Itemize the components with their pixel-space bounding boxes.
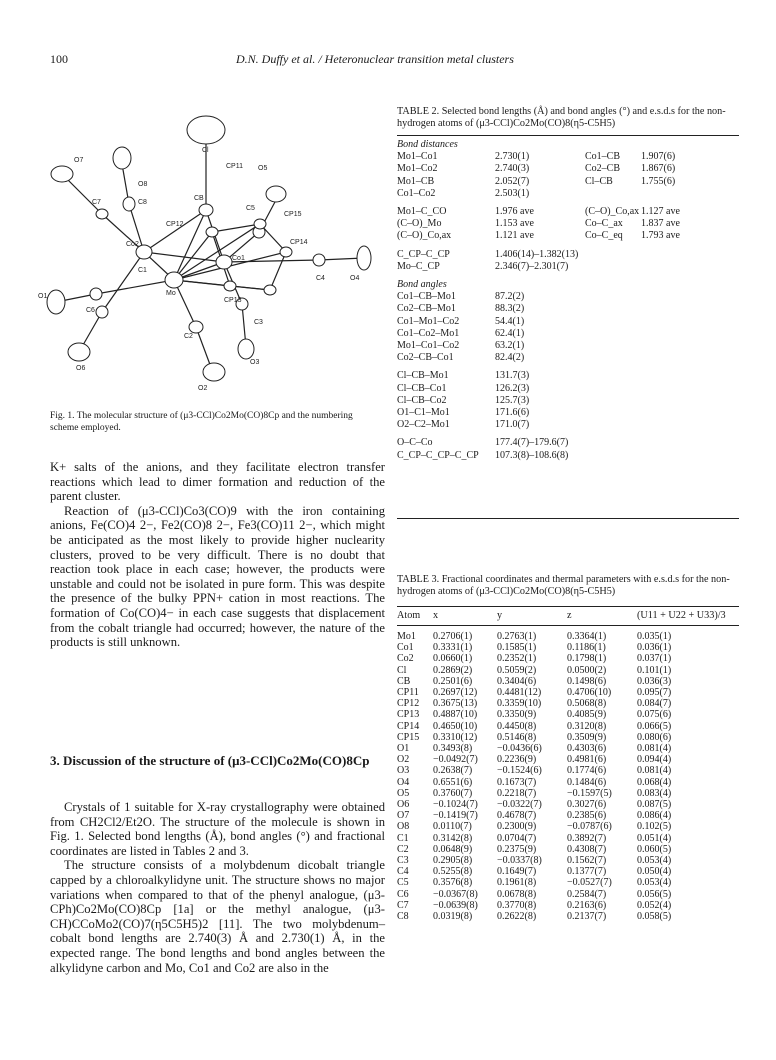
table-cell: 0.037(1) [637, 653, 672, 665]
table-cell: 0.2763(1) [497, 631, 537, 642]
table-cell: C3 [397, 855, 409, 867]
atom-label: O1 [38, 293, 48, 300]
table-cell: 0.3364(1) [567, 631, 607, 642]
table-cell: −0.1597(5) [567, 787, 612, 799]
body-paragraphs [50, 460, 385, 650]
table-cell: 63.2(1) [495, 340, 525, 352]
table-cell: Co1–CB–Mo1 [397, 291, 456, 303]
table-cell: 0.1186(1) [567, 642, 606, 654]
atom-label: C1 [138, 267, 147, 274]
paragraph: K+ salts of the anions, and they facilitate electron transfer reactions which lead to dimer formation and reduction of the parent cluster. [50, 460, 385, 504]
table-cell: 0.050(4) [637, 866, 672, 878]
table-cell: O6 [397, 799, 410, 811]
atom-label: O8 [138, 181, 148, 188]
table-cell: Co1–Mo1–Co2 [397, 315, 460, 327]
table-cell: CB [397, 675, 411, 687]
table-cell: 0.2137(7) [567, 911, 607, 923]
table-cell: (C–O)_Mo [397, 218, 442, 230]
table-cell: C2 [397, 843, 409, 855]
table-cell: Co–C_eq [585, 230, 623, 242]
table-cell: C_CP–C_CP [397, 248, 450, 260]
table-cell: O4 [397, 776, 410, 788]
table-cell: 0.051(4) [637, 832, 672, 844]
table-cell: 0.2905(8) [433, 855, 473, 867]
table-rule [397, 135, 739, 136]
atom-label: CP11 [226, 163, 243, 170]
table-rule [397, 606, 739, 607]
table-cell: C8 [397, 911, 409, 923]
table-row [397, 303, 737, 315]
table-cell: 0.4706(10) [567, 687, 612, 699]
table-cell: 0.4650(10) [433, 720, 478, 732]
table-cell: 2.346(7)–2.301(7) [495, 260, 569, 272]
table-cell: −0.0639(8) [433, 899, 478, 911]
table-row [397, 163, 737, 175]
table-cell: Co1–CB [585, 151, 621, 163]
table-cell: −0.0337(8) [497, 855, 542, 867]
table-cell: 0.095(7) [637, 687, 672, 699]
atom-label: O4 [350, 275, 360, 282]
table-cell: Mo1–Co1–Co2 [397, 340, 460, 352]
table-cell: 0.083(4) [637, 787, 672, 799]
table-row [397, 230, 737, 242]
table-cell: Mo–C_CP [397, 260, 440, 272]
table-cell: 0.2375(9) [497, 843, 537, 855]
table-cell: Co–C_ax [585, 218, 623, 230]
table-row [397, 799, 739, 810]
table2 [397, 139, 737, 462]
table-cell: CP11 [397, 687, 419, 699]
table-cell: 1.837 ave [641, 218, 680, 230]
table-cell: 0.2706(1) [433, 631, 473, 642]
table-cell: Cl–CB [585, 175, 613, 187]
table-cell: 62.4(1) [495, 327, 525, 339]
table-row [397, 206, 737, 218]
table-row [397, 855, 739, 866]
atom-label: C8 [138, 199, 147, 206]
table-row [397, 866, 739, 877]
table-row [397, 754, 739, 765]
table-cell: 0.035(1) [637, 631, 672, 642]
table-cell: 0.068(4) [637, 776, 672, 788]
table-row [397, 176, 737, 188]
table-cell: 0.1498(6) [567, 675, 607, 687]
table-cell: C1 [397, 832, 409, 844]
table-cell: −0.0787(6) [567, 821, 612, 833]
table-cell: 0.101(1) [637, 664, 672, 676]
table-cell: 0.080(6) [637, 731, 672, 743]
column-header: y [497, 610, 503, 621]
table-row [397, 340, 737, 352]
table-row [397, 450, 737, 462]
table-row [397, 765, 739, 776]
page-number: 100 [50, 52, 68, 66]
molecular-structure-figure [34, 112, 389, 402]
table-row [397, 151, 737, 163]
table-cell: Cl–CB–Co2 [397, 394, 447, 406]
table-cell: 0.2300(9) [497, 821, 537, 833]
table-cell: CP12 [397, 698, 420, 710]
table-cell: 177.4(7)–179.6(7) [495, 437, 569, 449]
atom-label: O5 [258, 165, 268, 172]
table-cell: Co2 [397, 653, 414, 665]
table-cell: 1.793 ave [641, 230, 680, 242]
table-cell: 125.7(3) [495, 394, 530, 406]
table-row [397, 900, 739, 911]
table-cell: 0.3760(7) [433, 787, 473, 799]
table-row [397, 698, 739, 709]
atom-label: O7 [74, 157, 84, 164]
atom-label: O6 [76, 365, 86, 372]
table-cell: −0.1524(6) [497, 765, 542, 777]
table3-header [397, 610, 739, 621]
table-cell: 107.3(8)–108.6(8) [495, 449, 569, 461]
table-cell: 0.0678(8) [497, 888, 537, 900]
table-cell: 0.4308(7) [567, 843, 607, 855]
table-cell: 0.2638(7) [433, 765, 473, 777]
table-row [397, 631, 739, 642]
table-cell: −0.0492(7) [433, 754, 478, 766]
table-cell: Cl [397, 664, 407, 676]
atom-label: C6 [86, 307, 95, 314]
table-cell: 0.094(4) [637, 754, 672, 766]
table-cell: 0.4481(12) [497, 687, 542, 699]
table-cell: 0.1377(7) [567, 866, 607, 878]
table-cell: 0.4678(7) [497, 810, 537, 822]
table-cell: 171.6(6) [495, 407, 530, 419]
table-cell: Co2–CB–Mo1 [397, 303, 456, 315]
table-cell: O–C–Co [397, 437, 433, 449]
table-cell: O7 [397, 810, 410, 822]
table-cell: 0.4981(6) [567, 754, 607, 766]
table-cell: 0.3359(10) [497, 698, 542, 710]
table-row [397, 419, 737, 431]
column-header: x [433, 610, 439, 621]
table-cell: O1 [397, 743, 410, 755]
table-cell: 0.3350(9) [497, 709, 537, 721]
table-row [397, 407, 737, 419]
table-cell: 54.4(1) [495, 315, 525, 327]
atom-label: Co1 [232, 255, 245, 262]
table-cell: 0.102(5) [637, 821, 672, 833]
table-cell: 0.2352(1) [497, 653, 537, 665]
table-cell: 0.0500(2) [567, 664, 607, 676]
table-cell: 0.3142(8) [433, 832, 473, 844]
table-cell: −0.0527(7) [567, 877, 612, 889]
table-cell: 1.867(6) [641, 163, 676, 175]
table-cell: Co1 [397, 642, 414, 654]
table-cell: 0.060(5) [637, 843, 672, 855]
table-cell: −0.0367(8) [433, 888, 478, 900]
table-row [397, 721, 739, 732]
table-cell: 0.3404(6) [497, 675, 537, 687]
table-cell: 0.1774(6) [567, 765, 607, 777]
table-cell: 0.0110(7) [433, 821, 472, 833]
table-cell: 0.2385(6) [567, 810, 607, 822]
table-row [397, 743, 739, 754]
atom-label: C4 [316, 275, 325, 282]
table-cell: 82.4(2) [495, 352, 525, 364]
table-section-title: Bond angles [397, 279, 447, 291]
table-cell: 0.0319(8) [433, 911, 473, 923]
table-cell: O2 [397, 754, 410, 766]
atom-label: C3 [254, 319, 263, 326]
column-header: (U11 + U22 + U33)/3 [637, 610, 726, 621]
atom-label: C7 [92, 199, 101, 206]
table-cell: 0.3576(8) [433, 877, 473, 889]
table-cell: 0.087(5) [637, 799, 672, 811]
table-row [397, 653, 739, 664]
table-row [397, 911, 739, 922]
table-cell [641, 188, 711, 200]
table-cell: C_CP–C_CP–C_CP [397, 449, 479, 461]
table-cell: O3 [397, 765, 410, 777]
table-row [397, 642, 739, 653]
table-row [397, 844, 739, 855]
running-title: D.N. Duffy et al. / Heteronuclear transition metal clusters [236, 52, 514, 66]
table-cell: 0.2622(8) [497, 911, 537, 923]
table-row [397, 395, 737, 407]
table-cell: 0.053(4) [637, 855, 672, 867]
table-cell: 0.052(4) [637, 899, 672, 911]
atom-label: CB [194, 195, 204, 202]
table-row [397, 777, 739, 788]
table-row [397, 437, 737, 449]
table-cell: 0.2501(6) [433, 675, 473, 687]
table-cell: C6 [397, 888, 409, 900]
table3-caption: TABLE 3. Fractional coordinates and thermal parameters with e.s.d.s for the non-hydrogen atoms of (μ3-CCl)Co2Mo(CO)8(η5-C5H5) [397, 574, 730, 598]
table-cell: 2.730(1) [495, 151, 530, 163]
table-cell: O1–C1–Mo1 [397, 407, 450, 419]
table-cell: Co2–CB [585, 163, 621, 175]
table-cell: 0.2584(7) [567, 888, 607, 900]
table-cell: 0.3331(1) [433, 642, 473, 654]
table-cell: 2.052(7) [495, 175, 530, 187]
atom-label: CP14 [290, 239, 308, 246]
table-cell: 0.3310(12) [433, 731, 478, 743]
table-cell: 0.2869(2) [433, 664, 473, 676]
body-paragraphs-2 [50, 800, 385, 975]
table-cell: Co2–CB–Co1 [397, 352, 454, 364]
table-cell: 0.086(4) [637, 810, 672, 822]
table-cell: 0.3892(7) [567, 832, 607, 844]
table-row [397, 218, 737, 230]
table-cell: 0.036(3) [637, 675, 672, 687]
table-cell: Mo1–Co1 [397, 151, 438, 163]
table-cell: 0.081(4) [637, 743, 672, 755]
column-header: Atom [397, 610, 421, 621]
table-cell: 1.907(6) [641, 151, 676, 163]
table-cell: 0.1961(8) [497, 877, 537, 889]
atom-label: O2 [198, 385, 208, 392]
table-cell: O2–C2–Mo1 [397, 419, 450, 431]
table-row [397, 810, 739, 821]
table-cell: 0.056(5) [637, 888, 672, 900]
table-cell: 0.2163(6) [567, 899, 607, 911]
table-row [397, 788, 739, 799]
table-cell: 87.2(2) [495, 291, 525, 303]
table-cell: 0.5059(2) [497, 664, 537, 676]
table-cell: 1.406(14)–1.382(13) [495, 248, 579, 260]
table-cell: 1.153 ave [495, 218, 534, 230]
atom-label: CP12 [166, 221, 184, 228]
table-cell: Cl–CB–Mo1 [397, 370, 449, 382]
figure-caption: Fig. 1. The molecular structure of (μ3-CCl)Co2Mo(CO)8Cp and the numbering scheme employed. [50, 411, 353, 433]
table-cell: Mo1–CB [397, 175, 435, 187]
paragraph: Crystals of 1 suitable for X-ray crystallography were obtained from CH2Cl2/Et2O. The structure of the molecule is shown in Fig. 1. Selected bond lengths (Å), bond angles (°) and fractional coordinates are listed in Tables 2 and 3. [50, 800, 385, 858]
table-cell: 0.1649(7) [497, 866, 537, 878]
table-row [397, 889, 739, 900]
table-row [397, 291, 737, 303]
table-cell: 0.058(5) [637, 911, 672, 923]
table-cell: O5 [397, 787, 410, 799]
table-cell: CP14 [397, 720, 420, 732]
table-cell: 0.3493(8) [433, 743, 473, 755]
table-cell: 0.1585(1) [497, 642, 537, 654]
table-cell: 0.0660(1) [433, 653, 473, 665]
table-cell: Co1–Co2 [397, 187, 436, 199]
table-cell: (C–O)_Co,ax [585, 206, 640, 218]
table-row [397, 687, 739, 698]
table-rule [397, 518, 739, 519]
table-cell: 0.066(5) [637, 720, 672, 732]
table-cell: 0.0648(9) [433, 843, 473, 855]
table-cell: 0.4887(10) [433, 709, 478, 721]
table-cell: 0.3027(6) [567, 799, 607, 811]
table-cell: 171.0(7) [495, 419, 530, 431]
table-cell: Mo1–C_CO [397, 206, 447, 218]
table-cell: 0.5068(8) [567, 698, 607, 710]
table-cell: 0.3675(13) [433, 698, 478, 710]
table-cell: 0.1484(6) [567, 776, 607, 788]
table-cell: Mo1–Co2 [397, 163, 438, 175]
table-cell: 0.053(4) [637, 877, 672, 889]
table-row [397, 821, 739, 832]
table-row [397, 833, 739, 844]
table-row [397, 261, 737, 273]
table-cell: 0.2218(7) [497, 787, 537, 799]
table-cell: 0.0704(7) [497, 832, 537, 844]
table-cell [585, 188, 641, 200]
paragraph: Reaction of (μ3-CCl)Co3(CO)9 with the iron containing anions, Fe(CO)4 2−, Fe2(CO)8 2−, Fe3(CO)11 2−, which might be anticipated as the most likely to provide higher nuclearity clusters, proved to be very difficult. There is no doubt that reaction took place in each case; however, the products were unstable and could not be isolated in pure form. This was despite the presence of the bulky PPN+ cation in most reactions. The formation of Co(CO)4− in each case suggests that displacement from the cobalt triangle had occurred; however, the nature of the products is still unknown. [50, 503, 385, 650]
table-cell: 0.4303(6) [567, 743, 607, 755]
table-cell: 0.036(1) [637, 642, 672, 654]
table-cell: 0.6551(6) [433, 776, 473, 788]
table-row [397, 665, 739, 676]
table-rule [397, 625, 739, 626]
table-cell: −0.0322(7) [497, 799, 542, 811]
section-heading: 3. Discussion of the structure of (μ3-CCl)Co2Mo(CO)8Cp [50, 753, 370, 768]
atom-label: CP15 [284, 211, 302, 218]
table-row [397, 709, 739, 720]
table-cell: 131.7(3) [495, 370, 530, 382]
table-cell: C4 [397, 866, 409, 878]
table-cell: CP15 [397, 731, 420, 743]
table-cell: 0.5255(8) [433, 866, 473, 878]
table-cell: 0.1798(1) [567, 653, 607, 665]
table-cell: (C–O)_Co,ax [397, 230, 452, 242]
atom-label: Cl [202, 147, 209, 154]
paragraph: The structure consists of a molybdenum dicobalt triangle capped by a chloroalkylidyne unit. The structure shows no major variations when compared to that of the phenyl analogue, (μ3-CPh)Co2Mo(CO)8Cp [1a] or the methyl analogue, (μ3-CH)CCoMo2(CO)7(η5C5H5)2 [11]. The two molybdenum–cobalt bond lengths are 2.740(3) Å and 2.730(1) Å, in the expected range. The bond lengths and bond angles between the alkylidyne carbon and Mo, Co1 and Co2 are also in the [50, 858, 385, 975]
table-cell: 0.5146(8) [497, 731, 537, 743]
table-cell: 1.121 ave [495, 230, 534, 242]
table3 [397, 631, 739, 922]
table-cell: 2.503(1) [495, 187, 530, 199]
table2-caption: TABLE 2. Selected bond lengths (Å) and bond angles (°) and e.s.d.s for the non-hydrogen atoms of (μ3-CCl)Co2Mo(CO)8(η5-C5H5) [397, 106, 726, 130]
table-cell: 0.084(7) [637, 698, 672, 710]
table-cell: −0.1024(7) [433, 799, 478, 811]
table-cell: 2.740(3) [495, 163, 530, 175]
table-cell: 0.075(6) [637, 709, 672, 721]
atom-label: Co2 [126, 241, 139, 248]
table-cell: −0.0436(6) [497, 743, 542, 755]
table-cell: 0.3770(8) [497, 899, 537, 911]
table-row [397, 732, 739, 743]
table-cell: 1.976 ave [495, 206, 534, 218]
table-cell: 0.1673(7) [497, 776, 537, 788]
table-cell: CP13 [397, 709, 420, 721]
table-cell: 0.4085(9) [567, 709, 607, 721]
atom-label: O3 [250, 359, 260, 366]
table-row [397, 328, 737, 340]
table-cell: 126.2(3) [495, 382, 530, 394]
table-row [397, 249, 737, 261]
table-cell: 88.3(2) [495, 303, 525, 315]
table-cell: Mo1 [397, 631, 416, 642]
table-cell: Co1–Co2–Mo1 [397, 327, 460, 339]
table-cell: 0.1562(7) [567, 855, 607, 867]
table-cell: 0.4450(8) [497, 720, 537, 732]
atom-label: CP13 [224, 297, 242, 304]
table-row [397, 877, 739, 888]
table-cell: 0.081(4) [637, 765, 672, 777]
table-cell: −0.1419(7) [433, 810, 478, 822]
table-cell: 0.2236(9) [497, 754, 537, 766]
table-cell: 1.127 ave [641, 206, 680, 218]
table-cell: 0.3509(9) [567, 731, 607, 743]
table-row [397, 188, 737, 200]
table-cell: O8 [397, 821, 410, 833]
table-row [397, 676, 739, 687]
column-header: z [567, 610, 572, 621]
table-cell: C7 [397, 899, 409, 911]
table-cell: 1.755(6) [641, 175, 676, 187]
table-cell: C5 [397, 877, 409, 889]
table-row [397, 370, 737, 382]
table-cell: 0.2697(12) [433, 687, 478, 699]
table-row [397, 383, 737, 395]
table-section-title: Bond distances [397, 139, 458, 150]
table-cell: 0.3120(8) [567, 720, 607, 732]
atom-label: C5 [246, 205, 255, 212]
table-row [397, 352, 737, 364]
atom-label: Mo [166, 290, 176, 297]
table-cell: Cl–CB–Co1 [397, 382, 447, 394]
atom-label: C2 [184, 333, 193, 340]
table-row [397, 316, 737, 328]
